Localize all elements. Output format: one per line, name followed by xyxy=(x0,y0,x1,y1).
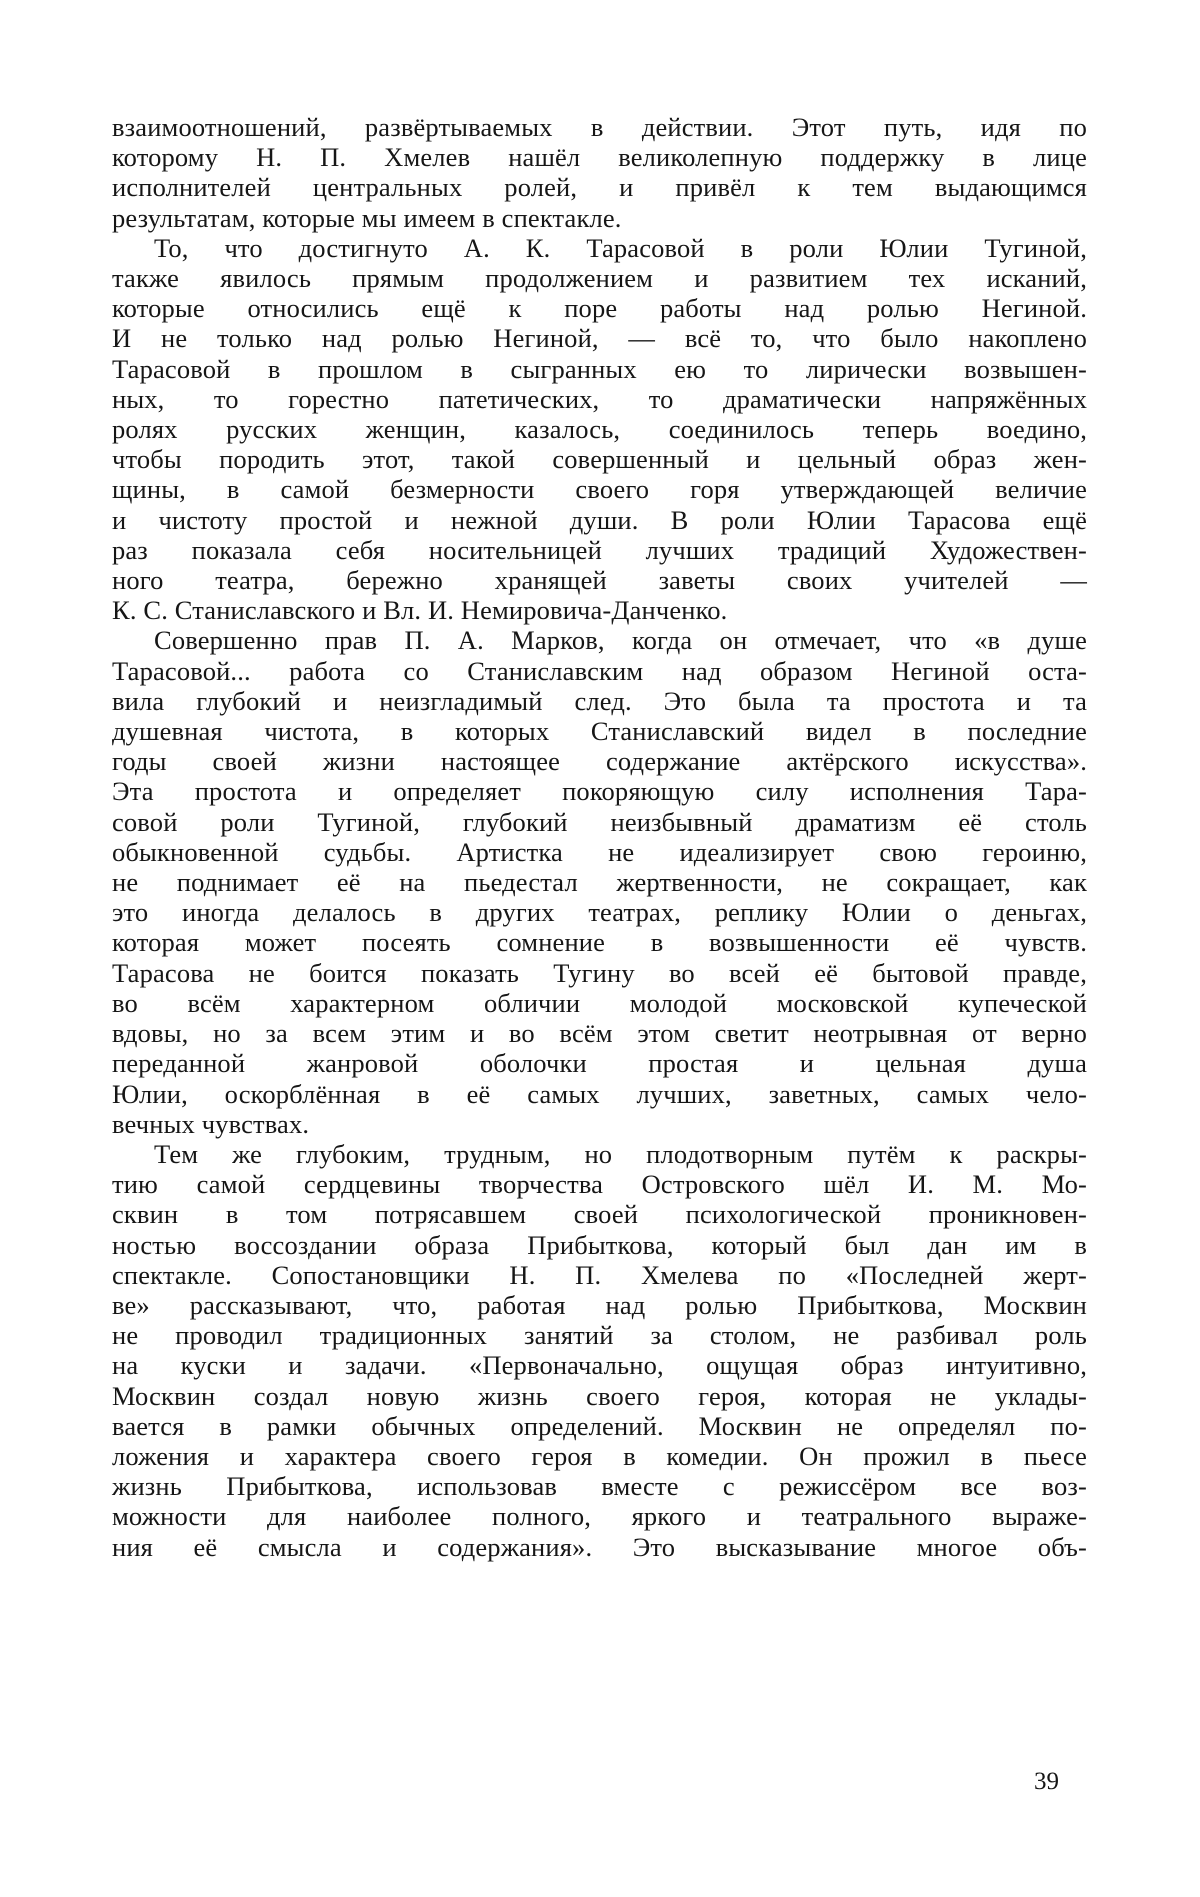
text-line: Совершенно прав П. А. Марков, когда он отмечает, что «в душе xyxy=(154,625,1087,656)
text-line: переданной жанровой оболочки простая и цельная душа xyxy=(112,1048,1087,1079)
text-line: также явилось прямым продолжением и развитием тех исканий, xyxy=(112,263,1087,294)
text-line: взаимоотношений, развёртываемых в действии. Этот путь, идя по xyxy=(112,112,1087,142)
paragraph-1 xyxy=(112,112,1087,233)
paragraph-4 xyxy=(112,1139,1087,1562)
text-line: чтобы породить этот, такой совершенный и цельный образ жен- xyxy=(112,444,1087,475)
text-line: не поднимает её на пьедестал жертвенности, не сокращает, как xyxy=(112,867,1087,898)
text-line: годы своей жизни настоящее содержание актёрского искусства». xyxy=(112,746,1087,777)
text-line: Тем же глубоким, трудным, но плодотворным путём к раскры- xyxy=(154,1138,1087,1169)
text-line: ролях русских женщин, казалось, соединилось теперь воедино, xyxy=(112,414,1087,445)
text-line: это иногда делалось в других театрах, реплику Юлии о деньгах, xyxy=(112,897,1087,928)
paragraph-2 xyxy=(112,233,1087,626)
text-line: которая может посеять сомнение в возвышенности её чувств. xyxy=(112,927,1087,958)
page-body xyxy=(112,112,1087,1562)
text-line: ния её смысла и содержания». Это высказывание многое объ- xyxy=(112,1531,1087,1562)
text-line: раз показала себя носительницей лучших традиций Художествен- xyxy=(112,534,1087,565)
text-line: на куски и задачи. «Первоначально, ощущая образ интуитивно, xyxy=(112,1350,1087,1381)
text-line: исполнителей центральных ролей, и привёл к тем выдающимся xyxy=(112,172,1087,203)
text-line: ложения и характера своего героя в комедии. Он прожил в пьесе xyxy=(112,1440,1087,1471)
text-line: можности для наиболее полного, яркого и театрального выраже- xyxy=(112,1501,1087,1532)
text-line: которому Н. П. Хмелев нашёл великолепную поддержку в лице xyxy=(112,142,1087,173)
text-line: вила глубокий и неизгладимый след. Это была та простота и та xyxy=(112,685,1087,716)
text-line: результатам, которые мы имеем в спектакле. xyxy=(112,202,622,233)
text-line: тию самой сердцевины творчества Островского шёл И. М. Мо- xyxy=(112,1169,1087,1200)
text-line: жизнь Прибыткова, использовав вместе с режиссёром все воз- xyxy=(112,1471,1087,1502)
text-line: совой роли Тугиной, глубокий неизбывный драматизм её столь xyxy=(112,806,1087,837)
text-line: душевная чистота, в которых Станиславский видел в последние xyxy=(112,716,1087,747)
text-line: не проводил традиционных занятий за столом, не разбивал роль xyxy=(112,1320,1087,1351)
text-line: спектакле. Сопостановщики Н. П. Хмелева по «Последней жерт- xyxy=(112,1259,1087,1290)
text-line: вечных чувствах. xyxy=(112,1108,310,1139)
text-line: и чистоту простой и нежной души. В роли Юлии Тарасова ещё xyxy=(112,504,1087,535)
text-line: Тарасовой... работа со Станиславским над образом Негиной оста- xyxy=(112,655,1087,686)
text-line: обыкновенной судьбы. Артистка не идеализирует свою героиню, xyxy=(112,836,1087,867)
text-line: То, что достигнуто А. К. Тарасовой в роли Юлии Тугиной, xyxy=(154,232,1087,263)
text-line: щины, в самой безмерности своего горя утверждающей величие xyxy=(112,474,1087,505)
paragraph-3 xyxy=(112,625,1087,1138)
text-line: Тарасова не боится показать Тугину во всей её бытовой правде, xyxy=(112,957,1087,988)
text-line: Тарасовой в прошлом в сыгранных ею то лирически возвышен- xyxy=(112,353,1087,384)
text-line: Эта простота и определяет покоряющую силу исполнения Тара- xyxy=(112,776,1087,807)
text-line: И не только над ролью Негиной, — всё то, что было накоплено xyxy=(112,323,1087,354)
text-line: вдовы, но за всем этим и во всём этом светит неотрывная от верно xyxy=(112,1018,1087,1049)
text-line: Юлии, оскорблённая в её самых лучших, заветных, самых чело- xyxy=(112,1078,1087,1109)
text-line: ного театра, бережно хранящей заветы своих учителей — xyxy=(112,565,1087,596)
text-line: Москвин создал новую жизнь своего героя, которая не уклады- xyxy=(112,1380,1087,1411)
text-line: ностью воссоздании образа Прибыткова, который был дан им в xyxy=(112,1229,1087,1260)
page-number: 39 xyxy=(1034,1768,1059,1795)
text-line: которые относились ещё к поре работы над ролью Негиной. xyxy=(112,293,1087,324)
text-line: ве» рассказывают, что, работая над ролью Прибыткова, Москвин xyxy=(112,1289,1087,1320)
text-line: вается в рамки обычных определений. Москвин не определял по- xyxy=(112,1410,1087,1441)
text-line: К. С. Станиславского и Вл. И. Немировича-Данченко. xyxy=(112,595,728,626)
text-line: сквин в том потрясавшем своей психологической проникновен- xyxy=(112,1199,1087,1230)
text-line: во всём характерном обличии молодой московской купеческой xyxy=(112,987,1087,1018)
text-line: ных, то горестно патетических, то драматически напряжённых xyxy=(112,383,1087,414)
